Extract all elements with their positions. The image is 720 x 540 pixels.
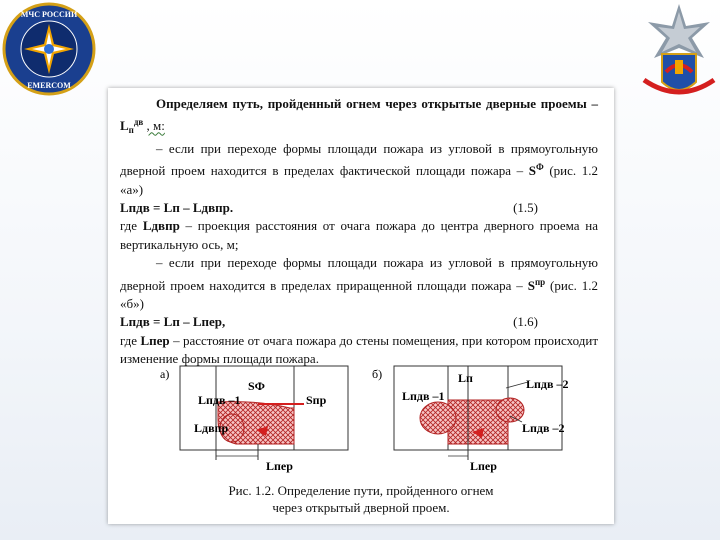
- document-text: [120, 95, 598, 369]
- formula-1-5: Lпдв = Lп – Lдвпр. (1.5): [120, 200, 538, 216]
- emblem-text: МЧС РОССИИ: [20, 10, 78, 19]
- label-b-lp-dv2-right: Lпдв –2: [522, 421, 565, 435]
- paragraph-case-a: – если при переходе формы площади пожара из угловой в прямоугольную дверной проем находится в пределах фактической площади пожара – $S^Ф$ (рис. 1.2 «а»): [120, 140, 598, 197]
- panel-b-label: б): [372, 367, 383, 381]
- label-a-lp-dv1: Lпдв –1: [198, 393, 241, 407]
- paragraph-where-2: где Lпер – расстояние от очага пожара до стены помещения, при котором происходит изменение формы площади пожара.: [120, 332, 598, 367]
- label-b-lper: Lпер: [470, 459, 497, 473]
- figure-1-2: [108, 360, 614, 480]
- label-a-ldv-pr: Lдвпр: [194, 421, 229, 435]
- paragraph-intro: Определяем путь, пройденный огнем через открытые дверные проемы – $L_п^{дв}$ , м:: [120, 96, 598, 136]
- formula-1-6: Lпдв = Lп – Lпер, (1.6): [120, 314, 538, 330]
- panel-a-label: а): [160, 367, 170, 381]
- label-b-lp: Lп: [458, 371, 473, 385]
- label-b-lp-dv2-top: Lпдв –2: [526, 377, 569, 391]
- svg-text:EMERCOM: EMERCOM: [27, 81, 71, 90]
- figure-caption: Рис. 1.2. Определение пути, пройденного огнем через открытый дверной проем.: [228, 483, 494, 515]
- coat-of-arms-logo: [640, 2, 718, 104]
- paragraph-case-b: – если при переходе формы площади пожара из угловой в прямоугольную дверной проем находится в пределах приращенной площади пожара – $S^{пр}$ (рис. 1.2 «б»): [120, 255, 599, 312]
- mchs-emblem-logo: [2, 2, 96, 96]
- label-a-sf: SФ: [248, 379, 265, 393]
- paragraph-where-1: где Lдвпр – проекция расстояния от очага пожара до центра дверного проема на вертикальную ось, м;: [120, 218, 598, 252]
- symbol-L: L: [120, 118, 129, 134]
- label-a-spr: Sпр: [306, 393, 327, 407]
- label-b-lp-dv1: Lпдв –1: [402, 389, 445, 403]
- label-a-lper: Lпер: [266, 459, 293, 473]
